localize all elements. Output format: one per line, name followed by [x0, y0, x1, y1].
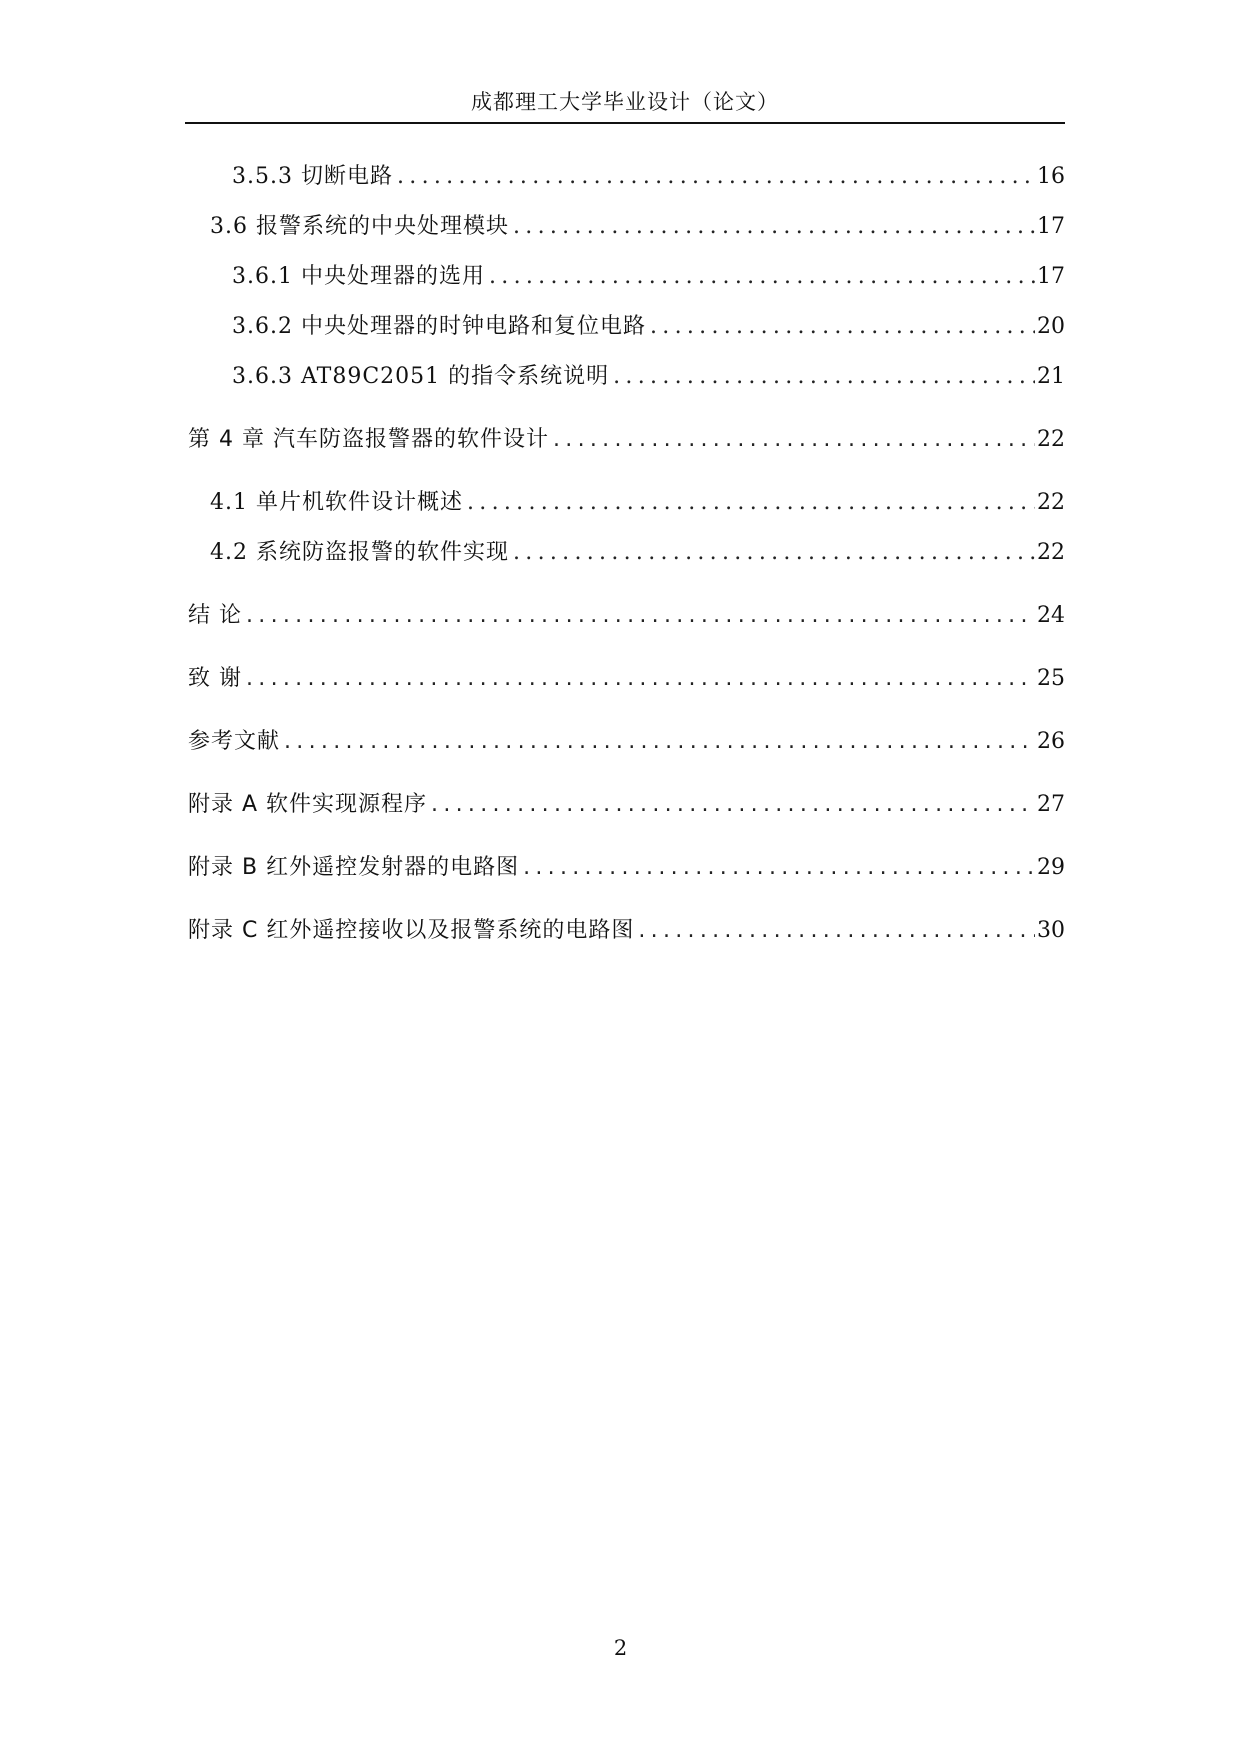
- toc-dot-leader: [467, 487, 1035, 519]
- toc-entry-label: 附录 A 软件实现源程序: [188, 792, 428, 817]
- toc-entry-label: 附录 B 红外遥控发射器的电路图: [188, 855, 520, 880]
- toc-entry-page: 17: [1037, 264, 1065, 289]
- toc-entry-page: 22: [1037, 540, 1065, 565]
- toc-dot-leader: [613, 361, 1035, 393]
- toc-dot-leader: [246, 663, 1035, 695]
- toc-dot-leader: [284, 726, 1035, 758]
- toc-entry-label: 附录 C 红外遥控接收以及报警系统的电路图: [188, 918, 635, 943]
- toc-entry-page: 24: [1037, 603, 1065, 628]
- toc-dot-leader: [489, 261, 1035, 293]
- toc-entry-3-6-2[interactable]: [232, 311, 1065, 343]
- toc-dot-leader: [431, 789, 1035, 821]
- toc-entry-page: 16: [1037, 164, 1065, 189]
- toc-entry-label: 3.5.3 切断电路: [232, 164, 393, 189]
- toc-entry-page: 20: [1037, 314, 1065, 339]
- toc-entry-appendix-a[interactable]: [188, 789, 1065, 821]
- toc-dot-leader: [513, 211, 1035, 243]
- toc-entry-3-5-3[interactable]: [232, 161, 1065, 193]
- toc-entry-3-6-1[interactable]: [232, 261, 1065, 293]
- toc-dot-leader: [638, 915, 1035, 947]
- page-number: 2: [613, 1636, 628, 1660]
- toc-entry-page: 26: [1037, 729, 1065, 754]
- toc-dot-leader: [650, 311, 1035, 343]
- toc-entry-label: 4.2 系统防盗报警的软件实现: [210, 540, 509, 565]
- toc-entry-page: 29: [1037, 855, 1065, 880]
- toc-entry-4-1[interactable]: [210, 487, 1065, 519]
- header-rule: [185, 122, 1065, 124]
- toc-entry-page: 25: [1037, 666, 1065, 691]
- toc-entry-page: 22: [1037, 427, 1065, 452]
- toc-entry-references[interactable]: [188, 726, 1065, 758]
- toc-entry-appendix-b[interactable]: [188, 852, 1065, 884]
- toc-entry-4-2[interactable]: [210, 537, 1065, 569]
- toc-entry-label: 3.6 报警系统的中央处理模块: [210, 214, 509, 239]
- toc-entry-chapter-4[interactable]: [188, 424, 1065, 456]
- toc-entry-conclusion[interactable]: [188, 600, 1065, 632]
- toc-entry-label: 结 论: [188, 603, 242, 628]
- toc-entry-appendix-c[interactable]: [188, 915, 1065, 947]
- toc-entry-3-6[interactable]: [210, 211, 1065, 243]
- toc-entry-3-6-3[interactable]: [232, 361, 1065, 393]
- toc-entry-label: 3.6.2 中央处理器的时钟电路和复位电路: [232, 314, 646, 339]
- toc-entry-label: 致 谢: [188, 666, 242, 691]
- toc-entry-page: 27: [1037, 792, 1065, 817]
- toc-entry-label: 3.6.1 中央处理器的选用: [232, 264, 485, 289]
- toc-entry-label: 3.6.3 AT89C2051 的指令系统说明: [232, 364, 610, 389]
- toc-entry-acknowledgements[interactable]: [188, 663, 1065, 695]
- toc-dot-leader: [553, 424, 1035, 456]
- running-header: 成都理工大学毕业设计（论文）: [471, 90, 779, 114]
- toc-dot-leader: [397, 161, 1035, 193]
- toc-entry-label: 参考文献: [188, 729, 281, 754]
- toc-entry-label: 4.1 单片机软件设计概述: [210, 490, 463, 515]
- toc-dot-leader: [246, 600, 1035, 632]
- toc-entry-page: 21: [1037, 364, 1065, 389]
- toc-dot-leader: [513, 537, 1035, 569]
- toc-entry-label: 第 4 章 汽车防盗报警器的软件设计: [188, 427, 549, 452]
- toc-entry-page: 17: [1037, 214, 1065, 239]
- toc-entry-page: 30: [1037, 918, 1065, 943]
- toc-dot-leader: [523, 852, 1035, 884]
- toc-entry-page: 22: [1037, 490, 1065, 515]
